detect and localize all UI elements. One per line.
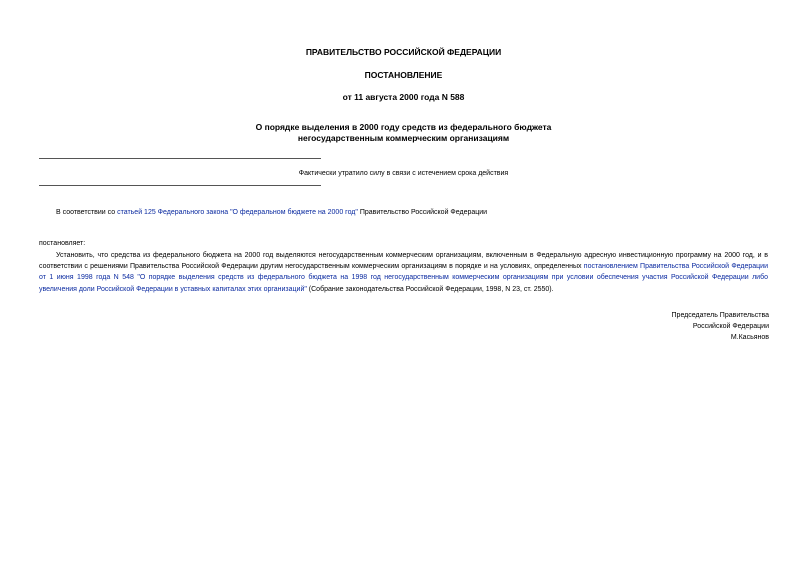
divider-top: [39, 158, 321, 159]
body-part2: (Собрание законодательства Российской Федерации, 1998, N 23, ст. 2550).: [306, 285, 554, 293]
preamble-prefix: В соответствии со: [56, 209, 118, 216]
signature-title: Председатель Правительства: [671, 312, 769, 319]
preamble: [56, 207, 487, 218]
body-paragraph: [39, 250, 768, 295]
law-article-link[interactable]: статьей 125 Федерального закона "О федеральном бюджете на 2000 год": [117, 209, 358, 216]
status-note: Фактически утратило силу в связи с истечением срока действия: [298, 170, 509, 177]
signature-name: М.Касьянов: [730, 334, 769, 341]
signature-org: Российской Федерации: [692, 323, 769, 330]
body-part1: Установить, что средства из федерального бюджета на 2000 год выделяются негосударственным коммерческим организациям, включенным в Федеральную адресную инвестиционную программу на 2000 год, и в соответствии с решениями Правительства Российской Федерации другим негосударственным коммерческим организациям в порядке и на условиях, определенных: [39, 252, 768, 271]
document-type: ПОСТАНОВЛЕНИЕ: [364, 70, 443, 80]
preamble-suffix: Правительство Российской Федерации: [357, 209, 488, 216]
document-title-line1: О порядке выделения в 2000 году средств из федерального бюджета: [255, 122, 552, 132]
resolves-label: постановляет:: [39, 240, 86, 247]
government-heading: ПРАВИТЕЛЬСТВО РОССИЙСКОЙ ФЕДЕРАЦИИ: [305, 47, 502, 57]
document-date-number: от 11 августа 2000 года N 588: [342, 92, 465, 102]
divider-bottom: [39, 185, 321, 186]
resolution-548-link[interactable]: постановлением Правительства Российской Федерации от 1 июня 1998 года N 548 "О порядке выделения средств из федерального бюджета на 1998 год негосударственным коммерческим организациям при условии обеспечения участия Российской Федерации либо увеличения доли Российской Федерации в уставных капиталах этих организаций": [39, 263, 768, 293]
document-title-line2: негосударственным коммерческим организациям: [297, 133, 510, 143]
